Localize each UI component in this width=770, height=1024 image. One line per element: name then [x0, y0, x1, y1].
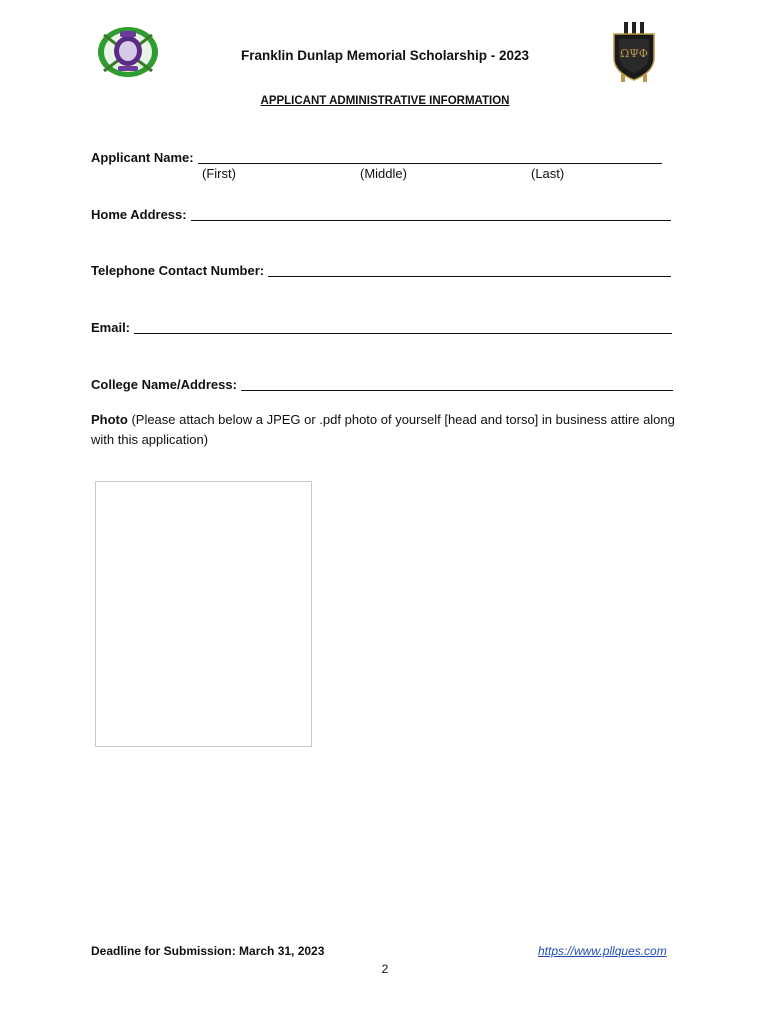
- section-title: APPLICANT ADMINISTRATIVE INFORMATION: [260, 95, 510, 107]
- first-name-sublabel: (First): [202, 166, 236, 181]
- home-address-field[interactable]: [91, 204, 671, 222]
- submission-deadline: Deadline for Submission: March 31, 2023: [91, 944, 325, 958]
- applicant-name-label: Applicant Name:: [91, 150, 194, 165]
- applicant-name-line[interactable]: [198, 149, 662, 164]
- page-number: 2: [381, 962, 389, 976]
- email-line[interactable]: [134, 319, 672, 334]
- photo-label: Photo: [91, 412, 128, 427]
- shield-letters: ΩΨΦ: [620, 47, 648, 60]
- middle-name-sublabel: (Middle): [360, 166, 407, 181]
- website-link[interactable]: https://www.pllques.com: [538, 944, 667, 958]
- photo-instructions-text: (Please attach below a JPEG or .pdf photo of yourself [head and torso] in business attire along with this application): [91, 412, 675, 447]
- college-label: College Name/Address:: [91, 377, 237, 392]
- photo-instructions: [91, 410, 691, 450]
- telephone-line[interactable]: [268, 262, 671, 277]
- home-address-line[interactable]: [191, 206, 671, 221]
- last-name-sublabel: (Last): [531, 166, 565, 181]
- college-line[interactable]: [241, 376, 673, 391]
- applicant-name-field[interactable]: [91, 147, 662, 165]
- email-field[interactable]: [91, 317, 672, 335]
- home-address-label: Home Address:: [91, 207, 187, 222]
- email-label: Email:: [91, 320, 131, 335]
- telephone-field[interactable]: [91, 260, 671, 278]
- telephone-label: Telephone Contact Number:: [91, 263, 265, 278]
- college-field[interactable]: [91, 374, 673, 392]
- document-title: Franklin Dunlap Memorial Scholarship - 2023: [240, 48, 530, 63]
- photo-placeholder-box[interactable]: [95, 481, 312, 747]
